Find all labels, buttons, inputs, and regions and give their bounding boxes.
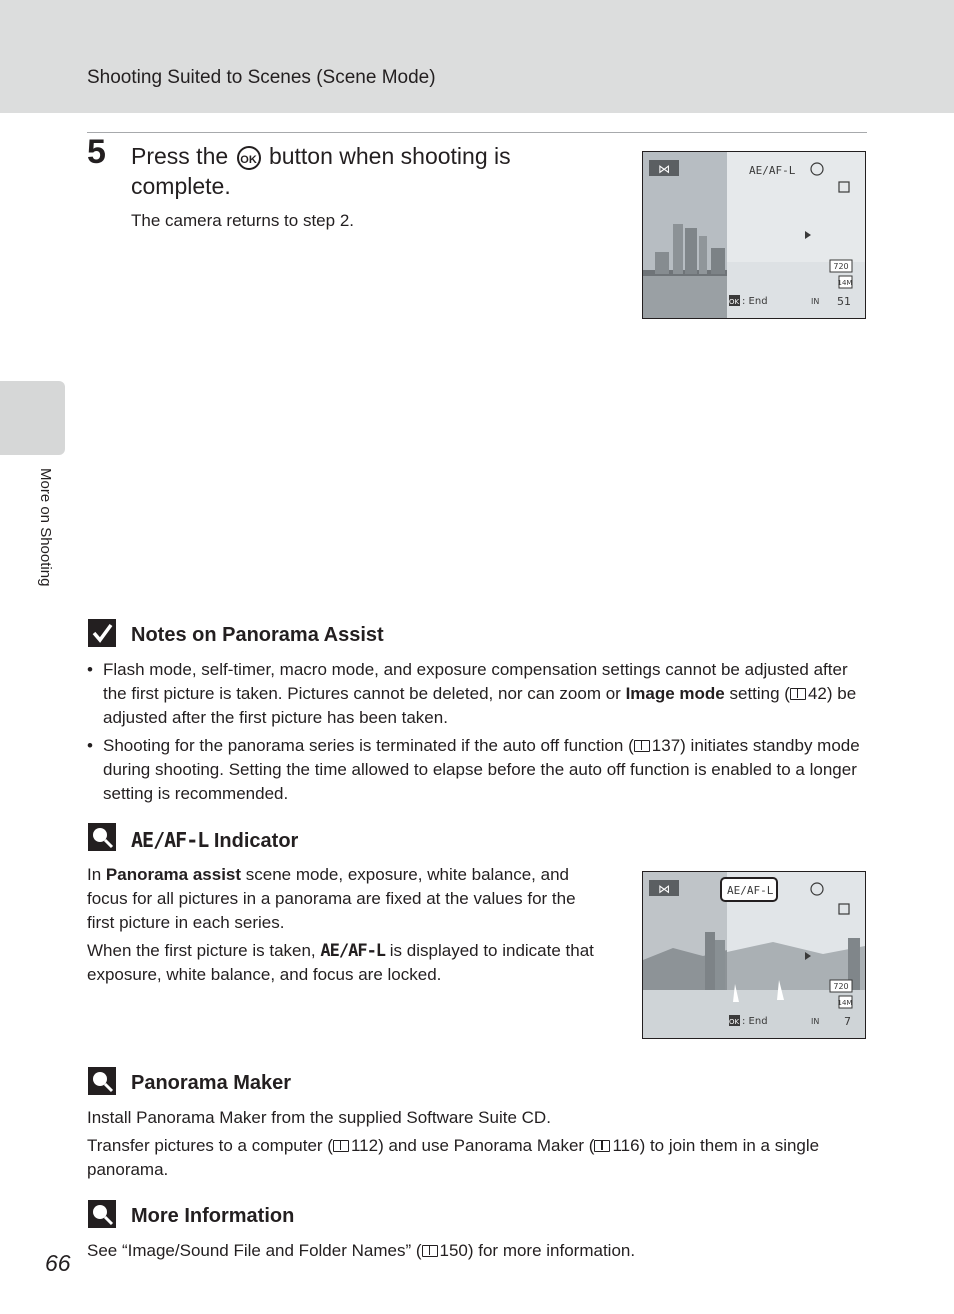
header-band [0, 0, 954, 113]
memory-icon: IN [811, 1017, 820, 1026]
end-label: : End [742, 296, 768, 307]
side-tab-label: More on Shooting [37, 468, 54, 587]
exposure-count: 51 [837, 295, 851, 308]
indicator-paragraph-2: When the first picture is taken, AE/AF-L is displayed to indicate that exposure, white balance, and focus are locked. [87, 941, 594, 984]
notes-title: Notes on Panorama Assist [131, 624, 384, 646]
image-mode-label: 14M [837, 999, 853, 1007]
divider [87, 132, 867, 133]
panorama-maker-paragraph-2: Transfer pictures to a computer ( 112) and use Panorama Maker ( 116) to join them in a single panorama. [87, 1136, 820, 1179]
book-icon [594, 1140, 610, 1152]
list-item: • Shooting for the panorama series is terminated if the auto off function ( 137) initiates standby mode during shooting. Setting the time allowed to elapse before the auto off function is enabled to a longer setting is recommended. [87, 734, 867, 806]
camera-screen-1 [642, 151, 866, 319]
step-title [131, 141, 551, 201]
ae-af-lock-label: AE/AF-L [727, 884, 774, 897]
book-icon [422, 1245, 438, 1257]
panorama-maker-title: Panorama Maker [131, 1072, 292, 1094]
panorama-maker-paragraph-1: Install Panorama Maker from the supplied Software Suite CD. [87, 1108, 551, 1127]
side-tab [0, 381, 65, 455]
list-item: • Flash mode, self-timer, macro mode, and exposure compensation settings cannot be adjusted after the first picture is taken. Pictures cannot be deleted, nor can zoom or Image mode setting ( 42) be adjusted after the first picture has been taken. [87, 658, 867, 730]
notes-list [87, 658, 867, 810]
panorama-icon: ⋈ [658, 882, 670, 896]
step-title-after: button when shooting is complete. [131, 143, 511, 199]
more-information-paragraph: See “Image/Sound File and Folder Names” ( 150) for more information. [87, 1241, 636, 1260]
ok-icon: OK [728, 1018, 740, 1026]
step-description: The camera returns to step 2. [131, 211, 354, 230]
movie-size-label: 720 [833, 262, 849, 271]
tip-icon [87, 1066, 117, 1096]
indicator-title: AE/AF-L Indicator [131, 828, 299, 852]
end-label: : End [742, 1016, 768, 1027]
ae-af-l-symbol: AE/AF-L [320, 941, 386, 961]
step-number: 5 [87, 133, 106, 171]
page-number: 66 [45, 1250, 71, 1276]
tip-icon [87, 822, 117, 852]
tip-icon [87, 1199, 117, 1229]
book-icon [634, 740, 650, 752]
ae-af-lock-label: AE/AF-L [749, 164, 796, 177]
panorama-icon: ⋈ [658, 162, 670, 176]
note-check-icon [87, 618, 117, 648]
movie-size-label: 720 [833, 982, 849, 991]
memory-icon: IN [811, 297, 820, 306]
exposure-count: 7 [844, 1015, 851, 1028]
camera-screen-2 [642, 871, 866, 1039]
book-icon [790, 688, 806, 700]
indicator-paragraph-1: In Panorama assist scene mode, exposure, white balance, and focus for all pictures in a panorama are fixed at the values for the first picture in each series. [87, 865, 576, 932]
more-information-title: More Information [131, 1205, 295, 1227]
book-icon [333, 1140, 349, 1152]
step-title-before: Press the [131, 143, 229, 169]
ok-icon: OK [728, 298, 740, 306]
ae-af-l-symbol: AE/AF-L [131, 828, 209, 852]
image-mode-label: 14M [837, 279, 853, 287]
ok-button-icon: OK [237, 146, 261, 170]
running-header: Shooting Suited to Scenes (Scene Mode) [87, 67, 436, 88]
